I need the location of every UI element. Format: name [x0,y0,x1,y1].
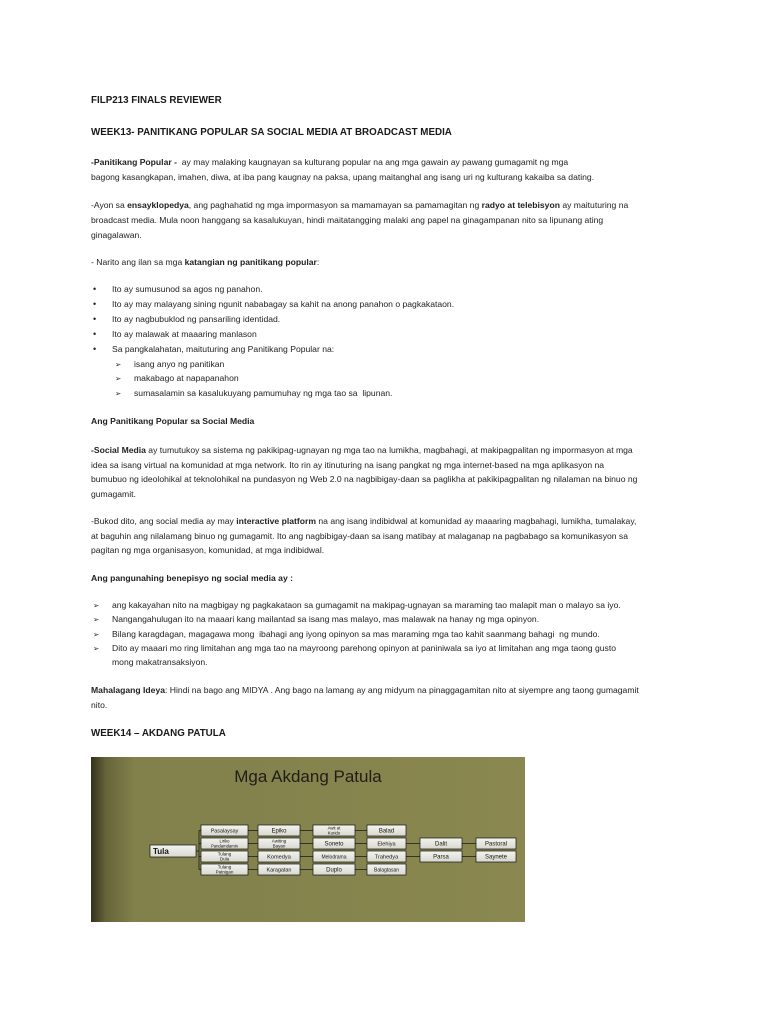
paragraph-line [91,698,639,713]
text-segment: nito. [91,700,108,710]
social-media-definition [91,443,637,501]
list-item-text: Dito ay maaari mo ring limitahan ang mga tao na mayroong parehong opinyon at paniniwala sa iyo at limitahan ang mga taong gusto [112,642,616,653]
mahalagang-ideya-paragraph [91,683,639,713]
benefits-heading [91,571,293,586]
text-segment: , ang paghahatid ng mga impormasyon sa mamamayan sa pamamagitan ng [188,200,482,210]
text-segment: -Bukod dito, ang social media ay may [91,516,237,526]
term-bold: -Social Media [91,445,146,455]
document-title-text: FILP213 FINALS REVIEWER [91,95,222,106]
diagram-node-label: Karagatan [266,867,292,874]
diagram-node-epiko [258,825,300,836]
term-bold: interactive platform [236,516,316,526]
diagram-node-label: Komedya [267,854,291,861]
text-segment: - Narito ang ilan sa mga [91,257,185,267]
diagram-node-parsa [420,851,462,862]
diagram-node-balagtasan [367,864,406,875]
diagram-node-label: Trahedya [374,854,399,861]
paragraph-line [91,543,636,558]
diagram-node-label: Kurido [327,830,341,836]
diagram-node-label: Balad [378,828,395,835]
bullet-icon [93,327,96,342]
diagram-node-trahedya [367,851,406,862]
text-segment: idea sa isang virtual na komunidad at mga network. Ito rin ay itinuturing na isang pangkat ng mga internet-based na mga aplikasyon na [91,459,605,470]
diagram-node-elehiya [367,838,406,849]
diagram-node-duplo [313,864,355,875]
section-heading-text: Ang Panitikang Popular sa Social Media [91,416,255,426]
sub-list-item [113,386,392,400]
katangian-intro [91,255,319,270]
diagram-title: Mga Akdang Patula [234,767,382,786]
list-item [91,327,454,342]
text-segment: bumubuo ng ideolohikal at teknolohikal na pundasyon ng Web 2.0 na nagbibigay-daan sa paglikha at pakikipagpalitan ng nilalaman na binuo ng [91,474,638,485]
arrow-bullet-icon [93,641,99,656]
arrow-bullet-icon [93,612,99,627]
diagram-node-komedya [258,851,300,862]
text-segment: : [316,257,320,267]
diagram-node-label: Dalit [434,841,448,848]
diagram-node-karagatan [258,864,300,875]
paragraph-line [91,487,637,502]
diagram-node-tulang-dula [201,851,248,862]
bullet-icon [93,282,96,297]
paragraph-line [91,255,319,270]
diagram-node-pasalaysay [201,825,248,836]
week13-heading [91,126,452,140]
arrow-bullet-icon [93,598,99,613]
diagram-node-awit-at-kurido [313,825,355,836]
list-item-text: ang kakayahan nito na magbigay ng pagkakataon sa gumagamit na makipag-ugnayan sa maraming tao malapit man o malayo sa iyo. [112,600,621,610]
week13-heading-text: WEEK13- PANITIKANG POPULAR SA SOCIAL MEDIA AT BROADCAST MEDIA [91,127,452,138]
diagram-node-balad [367,825,406,836]
katangian-bullet-list [91,282,454,357]
week14-heading-text: WEEK14 – AKDANG PATULA [91,728,226,739]
katangian-sub-list [113,357,392,400]
paragraph-line [91,683,639,698]
diagram-node-label: Liriko [219,838,230,844]
list-item-text: isang anyo ng panitikan [134,359,225,369]
list-item-text: Sa pangkalahatan, maituturing ang Panitikang Popular na: [112,344,335,354]
list-item-text: Bilang karagdagan, magagawa mong ibahagi ang iyong opinyon sa mas maraming mga tao kahit saanmang bahagi ng mundo. [112,628,600,639]
diagram-node-soneto [313,838,355,849]
arrow-bullet-icon [115,371,121,386]
diagram-node-melodrama [313,851,355,862]
paragraph-line [91,458,637,473]
broadcast-media-paragraph [91,198,628,243]
term-bold: Mahalagang Ideya [91,685,166,695]
diagram-node-label: Parsa [433,854,449,861]
list-item-text: makabago at napapanahon [134,373,239,384]
paragraph-line [91,213,628,228]
arrow-bullet-icon [115,386,121,401]
benefits-list [91,598,621,669]
list-item [91,282,454,297]
diagram-node-liriko-pandamdamin [201,838,248,849]
text-segment: bagong kasangkapan, imahen, diwa, at iba pang kaugnay na paksa, upang maitanghal ang isang uri ng kulturang kakaiba sa dating. [91,172,595,182]
list-item [91,312,454,327]
text-segment: pagitan ng mga organisasyon, komunidad, at mga indibidwal. [91,545,325,555]
diagram-node-label: Patnigan [215,869,234,875]
diagram-node-awiting-bayan [258,838,300,849]
diagram-node-tula [150,845,196,857]
week14-heading [91,727,226,741]
list-item [91,342,454,357]
arrow-bullet-icon [115,357,121,372]
list-item-text: Ito ay sumusunod sa agos ng panahon. [112,284,263,294]
document-title [91,94,222,108]
diagram-node-label: Melodrama [321,854,347,861]
text-segment: ay tumutukoy sa sistema ng pakikipag-ugnayan ng mga tao na lumikha, magbahagi, at makipagpalitan ng impormasyon at mga [145,445,633,455]
diagram-node-label: Duplo [326,867,342,874]
paragraph-line [91,443,637,458]
paragraph-line [91,198,628,213]
paragraph-line [91,514,636,529]
diagram-node-label: Tulang [217,864,232,870]
term-bold: ensayklopedya [127,200,189,210]
diagram-node-label: Elehiya [377,841,396,848]
text-segment: na ang isang indibidwal at komunidad ay maaaring magbahagi, lumikha, tumalakay, [315,516,637,526]
list-item [91,627,621,641]
list-item [91,297,454,312]
text-segment: ay maituturing na [559,200,629,210]
list-item [91,641,621,670]
paragraph-line [91,155,594,170]
term-bold: katangian ng panitikang popular [184,257,317,267]
diagram-node-pastoral [476,838,516,849]
diagram-node-label: Balagtasan [373,867,400,874]
list-item-text: Ito ay malawak at maaaring manlason [112,329,257,339]
diagram-node-label: Bayan [272,843,286,849]
list-item [91,612,621,626]
diagram-node-saynete [476,851,516,862]
bullet-icon [93,297,96,312]
diagram-node-label: Pastoral [484,841,508,848]
diagram-node-label: Pandamdamin [210,843,239,849]
diagram-node-label: Epiko [271,828,287,835]
diagram-node-label: Dula [219,856,230,862]
diagram-node-label: Tulang [217,851,232,857]
paragraph-line [91,529,636,544]
interactive-platform-paragraph [91,514,636,558]
text-segment: gumagamit. [91,488,136,499]
diagram-node-tulang-patnigan [201,864,248,875]
sub-list-item [113,371,392,385]
text-segment: -Ayon sa [91,200,128,210]
term-bold: radyo at telebisyon [481,200,560,210]
text-segment: : Hindi na bago ang MIDYA . Ang bago na lamang ay ang midyum na pinaggagamitan nito at siyempre ang taong gumagamit [165,685,639,695]
list-item-text: Nangangahulugan ito na maaari kang mailantad sa isang mas malayo, mas malawak na hanay ng mga opinyon. [112,614,540,625]
diagram-node-label: Pasalaysay [210,828,239,835]
paragraph-line [91,472,637,487]
section-heading-text: Ang pangunahing benepisyo ng social media ay : [91,573,293,583]
list-item-text-continued: mong makatransaksiyon. [112,657,208,668]
list-item-text: Ito ay nagbubuklod ng pansariling identidad. [112,314,281,324]
sub-list-item [113,357,392,371]
bullet-icon [93,342,96,357]
social-media-section-heading [91,414,254,429]
term-bold: -Panitikang Popular - [91,157,177,167]
diagram-node-label: Awit at [327,825,341,831]
text-segment: at baguhin ang nilalamang binuo ng gumagamit. Ito ang nagbibigay-daan sa isang matibay at malaganap na pagbabago sa komunikasyon sa [91,530,629,541]
text-segment: ginagalawan. [91,230,142,240]
text-segment: ay may malaking kaugnayan sa kulturang popular na ang mga gawain ay pawang gumagamit ng mga [176,157,569,167]
diagram-node-label: Awiting [271,838,287,844]
text-segment: broadcast media. Mula noon hanggang sa kasalukuyan, hindi maitatangging malaki ang papel na ginagampanan nito sa lipunang ating [91,215,604,225]
list-item-text: Ito ay may malayang sining ngunit nababagay sa kahit na anong panahon o pagkakataon. [112,299,455,309]
paragraph-line [91,170,594,185]
diagram-node-label: Tula [153,847,169,856]
diagram-node-label: Soneto [324,841,344,848]
akdang-patula-diagram [91,757,525,922]
list-item-text: sumasalamin sa kasalukuyang pamumuhay ng mga tao sa lipunan. [134,387,393,398]
paragraph-line [91,228,628,243]
diagram-node-label: Saynete [484,854,508,861]
diagram-node-dalit [420,838,462,849]
list-item [91,598,621,612]
panitikang-popular-paragraph [91,155,594,185]
bullet-icon [93,312,96,327]
arrow-bullet-icon [93,627,99,642]
